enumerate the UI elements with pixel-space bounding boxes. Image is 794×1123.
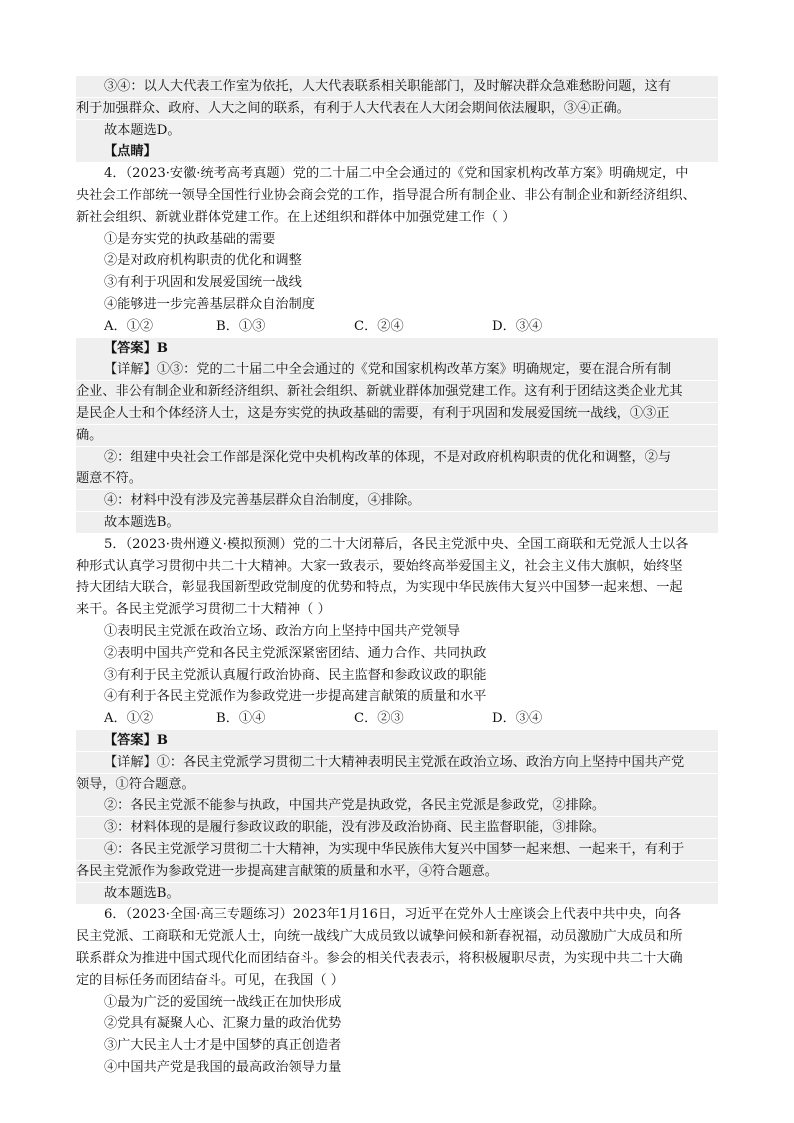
text-line: 【答案】B [76,338,718,359]
answer-choice: C．②③ [354,711,404,727]
text-line: ①是夯实党的执政基础的需要 [104,231,276,247]
text-line: ①表明民主党派在政治立场、政治方向上坚持中国共产党领导 [104,624,461,639]
text-line: 故本题选B。 [76,512,718,533]
text-line: ②：组建中央社会工作部是深化党中央机构改革的体现，不是对政府机构职责的优化和调整，②与 [76,447,718,468]
answer-choice: D．③④ [492,318,543,334]
text-line: ②表明中国共产党和各民主党派深紧密团结、通力合作、共同执政 [104,645,487,661]
text-line: ②党具有凝聚人心、汇聚力量的政治优势 [104,1016,342,1032]
text-line: 5．（2023·贵州遵义·模拟预测）党的二十大闭幕后，各民主党派中央、全国工商联和无党派人士以各 [104,536,689,552]
text-line: 领导，①符合题意。 [76,774,718,795]
text-line: 来干。各民主党派学习贯彻二十大精神（ ） [76,602,331,618]
text-line: ④：材料中没有涉及完善基层群众自治制度，④排除。 [76,490,718,511]
answer-choice: C．②④ [354,318,404,334]
text-line: 【点睛】 [76,141,718,162]
text-line: 定的目标任务而团结奋斗。可见，在我国（ ） [76,972,344,988]
text-line: 利于加强群众、政府、人大之间的联系，有利于人大代表在人大闭会期间依法履职，③④正确。 [76,98,718,119]
text-line: ③：材料体现的是履行参政议政的职能，没有涉及政治协商、民主监督职能，③排除。 [76,817,718,838]
text-line: 各民主党派作为参政党进一步提高建言献策的质量和水平，④符合题意。 [76,861,718,882]
text-line: ③有利于民主党派认真履行政治协商、民主监督和参政议政的职能 [104,667,487,683]
text-line: 【详解】①：各民主党派学习贯彻二十大精神表明民主党派在政治立场、政治方向上坚持中国共产党 [76,752,718,773]
answer-choice: B．①④ [216,711,266,727]
text-line: ③广大民主人士才是中国梦的真正创造者 [104,1038,342,1054]
text-line: ③④：以人大代表工作室为依托，人大代表联系相关职能部门，及时解决群众急难愁盼问题，这有 [76,76,718,97]
text-line: ③有利于巩固和发展爱国统一战线 [104,275,302,291]
text-line: 是民企人士和个体经济人士，这是夯实党的执政基础的需要，有利于巩固和发展爱国统一战线，①③正 [76,403,718,424]
text-line: 新社会组织、新就业群体党建工作。在上述组织和群体中加强党建工作（ ） [76,209,516,225]
text-line: 种形式认真学习贯彻中共二十大精神。大家一致表示，要始终高举爱国主义，社会主义伟大旗帜，始终坚 [76,558,683,574]
answer-choice: D．③④ [492,711,543,727]
answer-choices [76,708,718,729]
text-line: 联系群众为推进中国式现代化而团结奋斗。参会的相关代表表示，将积极履职尽责，为实现中共二十大确 [76,951,683,966]
answer-choice: A．①② [104,711,154,727]
text-line: 确。 [76,425,718,446]
text-line: ①最为广泛的爱国统一战线正在加快形成 [104,994,342,1010]
text-line: 【详解】①③：党的二十届二中全会通过的《党和国家机构改革方案》明确规定，要在混合所有制 [76,359,718,380]
text-line: 4．（2023·安徽·统考高考真题）党的二十届二中全会通过的《党和国家机构改革方案》明确规定，中 [104,166,689,182]
text-line: 故本题选D。 [76,120,718,141]
text-line: ②是对政府机构职责的优化和调整 [104,253,302,269]
text-line: ②：各民主党派不能参与执政，中国共产党是执政党，各民主党派是参政党，②排除。 [76,795,718,816]
text-line: ④能够进一步完善基层群众自治制度 [104,297,315,312]
answer-choice: B．①③ [216,318,266,334]
answer-choices [76,316,718,337]
text-line: ④中国共产党是我国的最高政治领导力量 [104,1060,342,1075]
text-line: 民主党派、工商联和无党派人士，向统一战线广大成员致以诚挚问候和新春祝福，动员激励广大成员和所 [76,929,683,945]
text-line: 故本题选B。 [76,883,718,904]
text-line: 持大团结大联合，彰显我国新型政党制度的优势和特点，为实现中华民族伟大复兴中国梦一起来想、一起 [76,580,683,596]
text-line: 6．（2023·全国·高三专题练习）2023年1月16日，习近平在党外人士座谈会上代表中共中央，向各 [104,907,682,923]
text-line: 企业、非公有制企业和新经济组织、新社会组织、新就业群体加强党建工作。这有利于团结这类企业尤其 [76,381,718,402]
text-line: ④：各民主党派学习贯彻二十大精神，为实现中华民族伟大复兴中国梦一起来想、一起来干，有利于 [76,839,718,860]
text-line: 【答案】B [76,730,718,751]
text-line: 题意不符。 [76,468,718,489]
answer-choice: A．①② [104,318,154,334]
text-line: 央社会工作部统一领导全国性行业协会商会党的工作，指导混合所有制企业、非公有制企业和新经济组织、 [76,188,696,203]
text-line: ④有利于各民主党派作为参政党进一步提高建言献策的质量和水平 [104,689,487,705]
